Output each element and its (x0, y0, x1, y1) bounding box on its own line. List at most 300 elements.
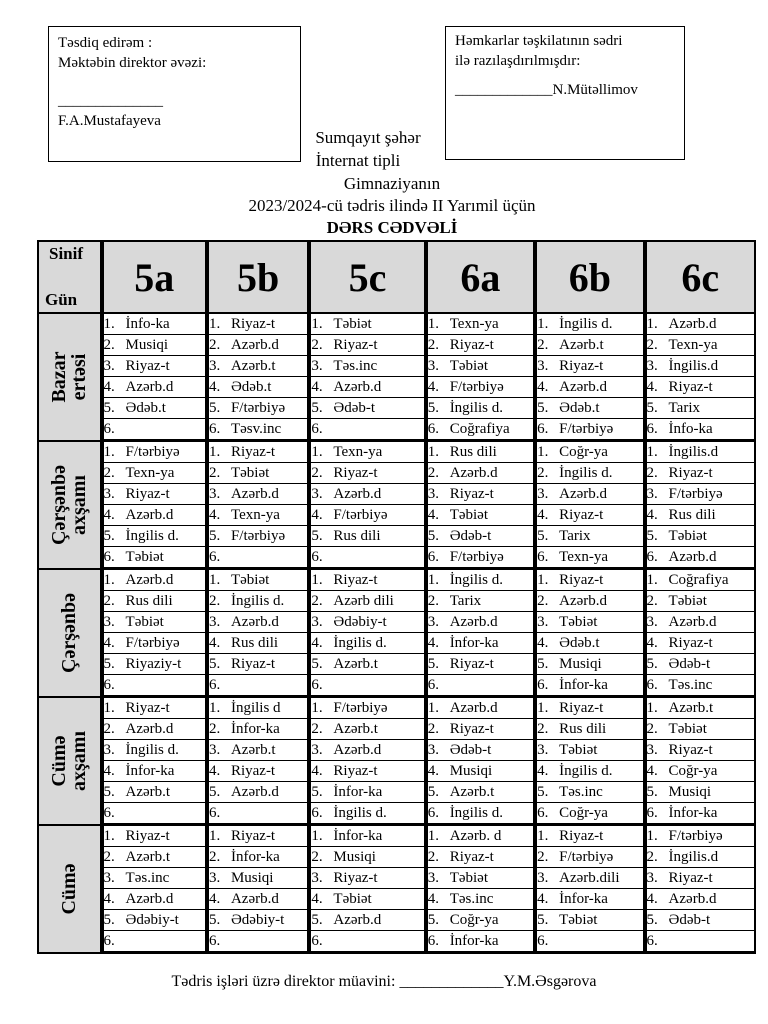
lesson-subject: Təbiət (668, 592, 707, 609)
lesson-number: 1. (208, 571, 221, 588)
lesson-cell (102, 654, 207, 675)
lesson-cell (426, 335, 535, 356)
lesson-cell (309, 931, 425, 953)
lesson-row (38, 825, 755, 847)
lesson-cell (535, 441, 644, 463)
lesson-number: 6. (103, 548, 115, 565)
lesson-cell (535, 377, 644, 398)
lesson-number: 3. (537, 485, 549, 502)
lesson-cell (207, 313, 309, 335)
lesson-cell (309, 441, 425, 463)
lesson-subject: Azərb. d (449, 827, 502, 844)
lesson-number: 5. (311, 655, 323, 672)
lesson-cell (645, 335, 755, 356)
lesson-number: 4. (427, 378, 439, 395)
lesson-number: 2. (646, 592, 658, 609)
lesson-number: 3. (427, 485, 439, 502)
lesson-row (38, 868, 755, 889)
footer-signature: Tədris işləri üzrə direktor müavini: _____________Y.M.Əsgərova (171, 973, 597, 990)
lesson-row (38, 505, 755, 526)
lesson-number: 6. (311, 420, 323, 437)
lesson-cell (309, 633, 425, 654)
lesson-cell (426, 740, 535, 761)
lesson-subject: Texn-ya (559, 548, 609, 565)
lesson-cell (426, 847, 535, 868)
lesson-number: 4. (646, 890, 658, 907)
corner-class-label: Sinif (49, 244, 84, 263)
lesson-subject: İngilis.d (668, 357, 719, 374)
corner-day-label: Gün (45, 290, 78, 309)
lesson-cell (535, 633, 644, 654)
lesson-number: 3. (103, 741, 115, 758)
lesson-cell (207, 889, 309, 910)
lesson-number: 1. (427, 571, 439, 588)
lesson-subject: Azərb.d (333, 485, 382, 502)
lesson-subject: Təsv.inc (230, 420, 282, 437)
lesson-number: 2. (537, 336, 549, 353)
lesson-cell (535, 526, 644, 547)
lesson-number: 5. (646, 655, 658, 672)
lesson-subject: İnfor-ka (559, 676, 608, 693)
lesson-number: 1. (103, 571, 115, 588)
lesson-subject: Riyaz-t (333, 571, 378, 588)
lesson-subject: Riyaz-t (559, 506, 604, 523)
lesson-cell (426, 697, 535, 719)
lesson-cell (426, 675, 535, 697)
lesson-cell (102, 526, 207, 547)
lesson-subject: Rus dili (333, 527, 381, 544)
lesson-cell (645, 398, 755, 419)
lesson-subject: Təs.inc (125, 869, 170, 886)
lesson-number: 2. (208, 848, 221, 865)
lesson-number: 1. (537, 699, 549, 716)
lesson-number: 2. (427, 592, 439, 609)
school-name: Gimnaziyanın (343, 174, 441, 193)
lesson-subject: Tarix (449, 592, 482, 609)
lesson-number: 5. (427, 399, 439, 416)
lesson-number: 6. (427, 548, 439, 565)
lesson-subject: F/tərbiyə (668, 485, 723, 502)
lesson-row (38, 612, 755, 633)
lesson-row (38, 356, 755, 377)
lesson-number: 1. (311, 699, 323, 716)
lesson-row (38, 484, 755, 505)
lesson-cell (102, 612, 207, 633)
lesson-number: 3. (103, 869, 115, 886)
lesson-subject: Riyaz-t (668, 634, 713, 651)
lesson-row (38, 591, 755, 612)
lesson-number: 3. (646, 613, 658, 630)
lesson-cell (426, 398, 535, 419)
lesson-number: 6. (427, 420, 439, 437)
lesson-number: 6. (103, 676, 115, 693)
lesson-number: 2. (646, 464, 658, 481)
lesson-cell (309, 526, 425, 547)
lesson-subject: Ədəb-t (333, 399, 376, 416)
lesson-cell (309, 697, 425, 719)
lesson-cell (645, 526, 755, 547)
day-label (49, 731, 89, 791)
lesson-cell (102, 761, 207, 782)
lesson-number: 4. (103, 634, 115, 651)
lesson-subject: Riyaz-t (449, 485, 494, 502)
lesson-subject: Coğrafiya (449, 420, 510, 437)
lesson-cell (102, 868, 207, 889)
lesson-number: 4. (208, 506, 221, 523)
lesson-number: 1. (427, 699, 439, 716)
lesson-subject: Riyaz-t (333, 869, 378, 886)
lesson-number: 4. (208, 378, 221, 395)
lesson-subject: F/tərbiyə (125, 443, 180, 460)
lesson-cell (645, 419, 755, 441)
lesson-subject: Riyaz-t (559, 571, 604, 588)
lesson-subject: İngilis d. (559, 315, 613, 332)
lesson-subject: Ədəb.t (559, 634, 600, 651)
lesson-number: 6. (646, 676, 658, 693)
lesson-subject: Riyaz-t (449, 720, 494, 737)
lesson-cell (645, 740, 755, 761)
lesson-number: 2. (311, 336, 323, 353)
lesson-cell (309, 484, 425, 505)
lesson-cell (207, 335, 309, 356)
day-label-line: Cümə (48, 734, 71, 787)
lesson-row (38, 847, 755, 868)
lesson-number: 4. (427, 890, 439, 907)
lesson-number: 6. (427, 932, 439, 949)
lesson-cell (426, 803, 535, 825)
lesson-subject: Azərb.d (125, 720, 174, 737)
lesson-number: 5. (427, 527, 439, 544)
lesson-cell (535, 825, 644, 847)
lesson-row (38, 526, 755, 547)
lesson-cell (207, 356, 309, 377)
lesson-number: 2. (103, 720, 115, 737)
lesson-cell (535, 803, 644, 825)
lesson-cell (102, 398, 207, 419)
approval-line2: Məktəbin direktor əvəzi: (58, 55, 207, 71)
lesson-subject: İnfor-ka (230, 848, 280, 865)
lesson-cell (535, 782, 644, 803)
lesson-number: 3. (646, 869, 658, 886)
lesson-number: 3. (311, 357, 323, 374)
day-label-line: Çərşənbə (48, 464, 71, 545)
lesson-row (38, 547, 755, 569)
day-cell (38, 313, 102, 441)
lesson-cell (426, 825, 535, 847)
lesson-cell (645, 612, 755, 633)
lesson-row (38, 654, 755, 675)
lesson-number: 1. (103, 315, 115, 332)
lesson-number: 1. (537, 315, 549, 332)
lesson-cell (207, 761, 309, 782)
lesson-subject: Azərb.t (333, 655, 378, 672)
lesson-subject: Musiqi (333, 848, 376, 865)
lesson-number: 1. (208, 827, 221, 844)
class-header: 6b (535, 241, 644, 313)
lesson-number: 1. (427, 827, 439, 844)
lesson-cell (426, 356, 535, 377)
lesson-number: 4. (646, 378, 658, 395)
lesson-subject: Təs.inc (559, 783, 603, 800)
lesson-subject: Riyaz-t (668, 869, 713, 886)
lesson-number: 2. (103, 592, 115, 609)
lesson-number: 6. (311, 804, 323, 821)
class-header: 5a (102, 241, 207, 313)
lesson-subject: Riyaz-t (230, 762, 276, 779)
lesson-number: 6. (103, 804, 115, 821)
lesson-number: 6. (103, 420, 115, 437)
lesson-cell (309, 398, 425, 419)
lesson-subject: Azərb.t (333, 720, 378, 737)
lesson-row (38, 697, 755, 719)
lesson-number: 5. (646, 783, 658, 800)
lesson-subject: Coğr-ya (559, 804, 608, 821)
day-label (59, 863, 79, 914)
lesson-cell (207, 931, 309, 953)
lesson-number: 1. (103, 827, 115, 844)
lesson-subject: F/tərbiyə (333, 699, 388, 716)
lesson-number: 5. (311, 911, 323, 928)
lesson-subject: Azərb.d (333, 378, 382, 395)
lesson-number: 5. (537, 399, 549, 416)
lesson-cell (102, 484, 207, 505)
lesson-subject: Azərb.d (668, 613, 717, 630)
lesson-subject: Təbiət (333, 890, 372, 907)
lesson-number: 4. (103, 762, 115, 779)
lesson-number: 4. (103, 890, 115, 907)
lesson-number: 2. (208, 464, 221, 481)
lesson-subject: Ədəb.t (559, 399, 600, 416)
lesson-cell (535, 591, 644, 612)
lesson-cell (426, 868, 535, 889)
lesson-number: 5. (208, 527, 221, 544)
lesson-cell (426, 654, 535, 675)
lesson-cell (645, 356, 755, 377)
lesson-subject: Riyaz-t (333, 464, 378, 481)
lesson-number: 2. (427, 336, 439, 353)
lesson-cell (207, 654, 309, 675)
lesson-number: 1. (537, 827, 549, 844)
lesson-subject: F/tərbiyə (559, 848, 614, 865)
lesson-subject: İnfor-ka (333, 783, 383, 800)
lesson-subject: Təbiət (449, 357, 489, 374)
lesson-subject: İnfor-ka (668, 804, 718, 821)
lesson-subject: İnfor-ka (333, 827, 383, 844)
lesson-subject: Riyaz-t (559, 357, 604, 374)
lesson-row (38, 569, 755, 591)
lesson-cell (426, 569, 535, 591)
lesson-subject: İngilis d. (125, 741, 179, 758)
lesson-cell (426, 463, 535, 484)
lesson-number: 3. (208, 869, 221, 886)
lesson-number: 5. (103, 527, 115, 544)
lesson-number: 1. (646, 443, 658, 460)
lesson-cell (102, 313, 207, 335)
lesson-cell (309, 675, 425, 697)
lesson-cell (535, 356, 644, 377)
lesson-cell (207, 463, 309, 484)
lesson-cell (535, 463, 644, 484)
lesson-cell (207, 719, 309, 740)
school-year: 2023/2024-cü tədris ilində II Yarımil üçün (248, 196, 536, 215)
lesson-cell (645, 654, 755, 675)
lesson-subject: Azərb.t (125, 848, 171, 865)
lesson-subject: Texn-ya (449, 315, 499, 332)
lesson-cell (207, 591, 309, 612)
lesson-subject: Təbiət (333, 315, 372, 332)
lesson-subject: F/tərbiyə (449, 548, 504, 565)
lesson-subject: Coğrafiya (668, 571, 729, 588)
day-label (59, 593, 79, 673)
lesson-number: 6. (208, 676, 221, 693)
lesson-row (38, 419, 755, 441)
lesson-subject: İngilis d. (230, 592, 285, 609)
lesson-number: 2. (311, 720, 323, 737)
lesson-number: 2. (311, 464, 323, 481)
lesson-subject: Ədəbiy-t (125, 911, 179, 928)
lesson-cell (645, 675, 755, 697)
lesson-subject: İngilis d. (125, 527, 179, 544)
lesson-cell (207, 377, 309, 398)
lesson-number: 4. (537, 378, 549, 395)
lesson-cell (309, 612, 425, 633)
lesson-number: 6. (646, 932, 658, 949)
lesson-subject: Rus dili (449, 443, 497, 460)
lesson-number: 2. (646, 848, 658, 865)
lesson-number: 5. (103, 655, 115, 672)
lesson-subject: Texn-ya (668, 336, 718, 353)
lesson-number: 4. (311, 506, 323, 523)
lesson-row (38, 931, 755, 953)
lesson-number: 3. (311, 613, 323, 630)
lesson-subject: Ədəbiy-t (333, 613, 387, 630)
lesson-subject: Azərb.d (230, 613, 279, 630)
lesson-number: 5. (103, 399, 115, 416)
day-label-line: axşamı (68, 730, 91, 791)
lesson-number: 3. (311, 869, 323, 886)
lesson-number: 3. (427, 869, 439, 886)
corner-header (38, 241, 102, 313)
lesson-row (38, 803, 755, 825)
lesson-cell (645, 697, 755, 719)
lesson-cell (207, 782, 309, 803)
lesson-row (38, 398, 755, 419)
lesson-number: 1. (103, 443, 115, 460)
day-label (49, 351, 89, 402)
lesson-cell (535, 335, 644, 356)
lesson-subject: Azərb.d (559, 592, 608, 609)
lesson-cell (426, 612, 535, 633)
lesson-cell (207, 484, 309, 505)
lesson-number: 5. (646, 527, 658, 544)
lesson-cell (645, 761, 755, 782)
lesson-cell (645, 633, 755, 654)
lesson-number: 3. (537, 869, 549, 886)
lesson-subject: Riyaz-t (449, 848, 494, 865)
lesson-cell (309, 419, 425, 441)
lesson-subject: Təbiət (668, 720, 707, 737)
lesson-number: 3. (208, 613, 221, 630)
lesson-cell (207, 868, 309, 889)
lesson-number: 3. (646, 357, 658, 374)
lesson-cell (207, 847, 309, 868)
document-title: DƏRS CƏDVƏLİ (326, 218, 458, 237)
lesson-number: 3. (208, 741, 221, 758)
lesson-cell (309, 868, 425, 889)
lesson-subject: F/tərbiyə (125, 634, 180, 651)
lesson-subject: Texn-ya (333, 443, 383, 460)
lesson-number: 6. (537, 676, 549, 693)
lesson-subject: Azərb.d (230, 783, 279, 800)
lesson-subject: Təbiət (668, 527, 707, 544)
lesson-subject: Musiqi (230, 869, 274, 886)
lesson-number: 3. (103, 613, 115, 630)
lesson-number: 1. (646, 699, 658, 716)
lesson-number: 1. (537, 571, 549, 588)
lesson-cell (309, 356, 425, 377)
lesson-subject: İnfor-ka (449, 932, 499, 949)
approval-line1: Təsdiq edirəm : (58, 35, 153, 51)
lesson-number: 5. (537, 783, 549, 800)
lesson-subject: Təs.inc (668, 676, 713, 693)
lesson-number: 3. (103, 357, 115, 374)
lesson-cell (102, 931, 207, 953)
lesson-subject: Azərb.t (125, 783, 171, 800)
lesson-subject: Azərb.t (559, 336, 604, 353)
lesson-number: 3. (537, 741, 549, 758)
lesson-cell (207, 633, 309, 654)
lesson-number: 4. (208, 634, 221, 651)
lesson-cell (102, 803, 207, 825)
lesson-subject: Ədəb.t (125, 399, 166, 416)
lesson-subject: Riyaz-t (333, 762, 378, 779)
lesson-subject: İnfor-ka (559, 890, 608, 907)
lesson-cell (207, 612, 309, 633)
lesson-cell (102, 335, 207, 356)
lesson-cell (535, 569, 644, 591)
lesson-number: 2. (208, 592, 221, 609)
lesson-subject: Coğr-ya (449, 911, 499, 928)
lesson-cell (645, 803, 755, 825)
lesson-number: 2. (208, 336, 221, 353)
lesson-cell (535, 654, 644, 675)
lesson-row (38, 675, 755, 697)
lesson-number: 1. (537, 443, 549, 460)
lesson-cell (102, 847, 207, 868)
lesson-cell (535, 761, 644, 782)
lesson-subject: İngilis d. (333, 804, 387, 821)
lesson-subject: İnfo-ka (125, 315, 170, 332)
lesson-number: 1. (646, 827, 658, 844)
lesson-cell (102, 825, 207, 847)
lesson-subject: Riyaz-t (125, 357, 170, 374)
lesson-number: 4. (537, 890, 549, 907)
lesson-subject: Riyaz-t (668, 464, 713, 481)
lesson-number: 2. (311, 592, 323, 609)
lesson-subject: Azərb.d (125, 890, 174, 907)
lesson-cell (102, 441, 207, 463)
lesson-number: 2. (646, 720, 658, 737)
lesson-subject: Ədəb-t (668, 655, 711, 672)
lesson-subject: Azərb.dili (559, 869, 620, 886)
lesson-number: 5. (311, 527, 323, 544)
lesson-cell (645, 825, 755, 847)
lesson-cell (535, 484, 644, 505)
lesson-cell (645, 313, 755, 335)
lesson-cell (102, 697, 207, 719)
lesson-number: 2. (537, 464, 549, 481)
lesson-cell (426, 505, 535, 526)
